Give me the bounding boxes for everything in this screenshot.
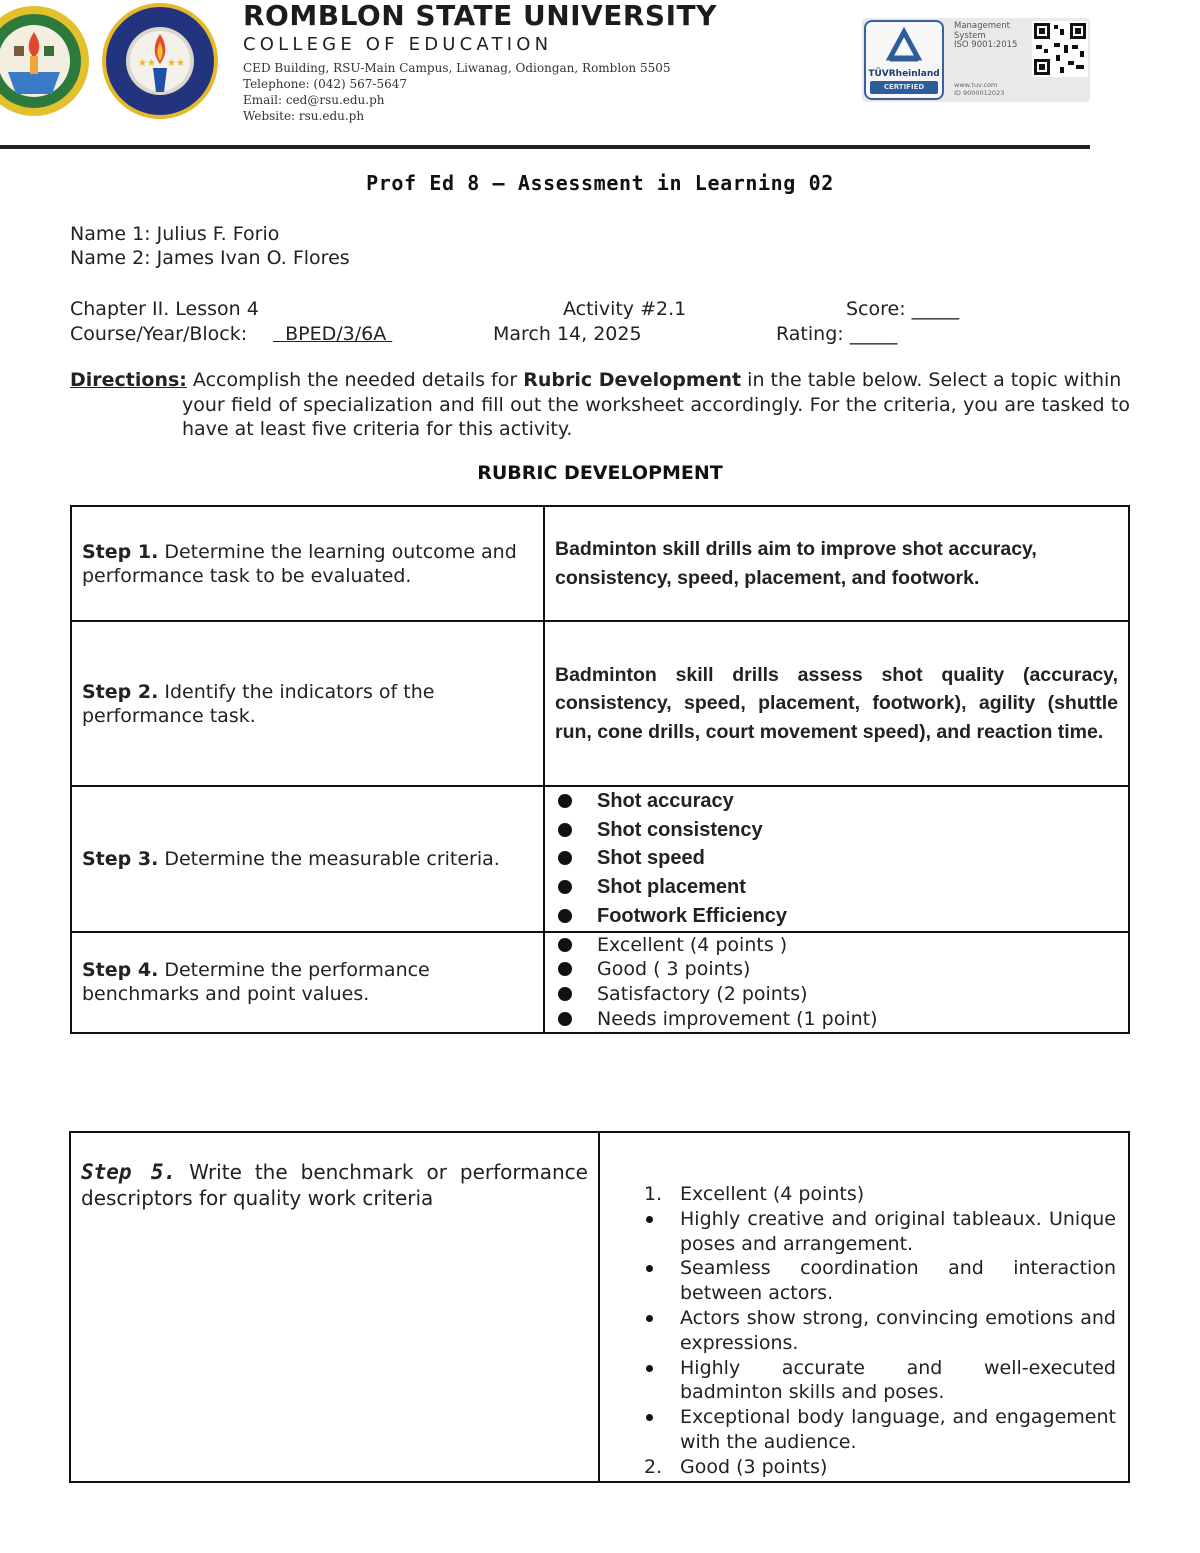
table-row bbox=[71, 932, 1129, 1033]
section-title: RUBRIC DEVELOPMENT bbox=[477, 462, 723, 484]
list-item: Footwork Efficiency bbox=[555, 902, 1118, 931]
svg-text:★★: ★★ bbox=[138, 58, 156, 69]
list-item: Excellent (4 points ) bbox=[555, 933, 1118, 958]
list-item: Exceptional body language, and engagement with the audience. bbox=[640, 1405, 1116, 1455]
list-item: Shot speed bbox=[555, 844, 1118, 873]
list-item: Shot accuracy bbox=[555, 787, 1118, 816]
list-item: Shot placement bbox=[555, 873, 1118, 902]
level-excellent: 1. Excellent (4 points) bbox=[644, 1183, 865, 1205]
certificate-id-text: www.tuv.com ID 9000012023 bbox=[954, 81, 1005, 97]
course-value: BPED/3/6A bbox=[285, 323, 387, 345]
table-row bbox=[70, 1132, 1129, 1482]
score-field: Score: _____ bbox=[846, 298, 960, 320]
step-5-cell: Step 5. Write the benchmark or performance descriptors for quality work criteria bbox=[70, 1132, 599, 1482]
activity-number: Activity #2.1 bbox=[563, 298, 687, 320]
step-2-cell: Step 2. Identify the indicators of the performance task. bbox=[71, 621, 544, 786]
certified-label: CERTIFIED bbox=[870, 81, 938, 94]
svg-text:★★: ★★ bbox=[167, 58, 185, 69]
list-item: Actors show strong, convincing emotions and expressions. bbox=[640, 1306, 1116, 1356]
management-system-text: Management System ISO 9001:2015 bbox=[954, 21, 1018, 50]
list-item: Highly accurate and well-executed badminton skills and poses. bbox=[640, 1356, 1116, 1406]
step-5-descriptors bbox=[599, 1132, 1129, 1482]
website: Website: rsu.edu.ph bbox=[243, 109, 365, 123]
college-name: COLLEGE OF EDUCATION bbox=[243, 34, 553, 55]
college-of-education-seal-logo bbox=[100, 2, 220, 120]
telephone: Telephone: (042) 567-5647 bbox=[243, 77, 408, 91]
rubric-table bbox=[70, 505, 1130, 1034]
list-item: Shot consistency bbox=[555, 816, 1118, 845]
tuv-rheinland-logo bbox=[864, 20, 944, 100]
iso-certification-badge bbox=[862, 18, 1090, 102]
table-row bbox=[71, 621, 1129, 786]
header-divider bbox=[0, 145, 1090, 149]
university-name: ROMBLON STATE UNIVERSITY bbox=[243, 0, 717, 32]
university-seal-logo bbox=[0, 2, 90, 120]
table-row bbox=[71, 786, 1129, 932]
step-3-cell: Step 3. Determine the measurable criteria. bbox=[71, 786, 544, 932]
letterhead bbox=[243, 0, 717, 124]
step-5-table bbox=[69, 1131, 1130, 1483]
list-item: Satisfactory (2 points) bbox=[555, 982, 1118, 1007]
email: Email: ced@rsu.edu.ph bbox=[243, 93, 385, 107]
list-item: Good ( 3 points) bbox=[555, 957, 1118, 982]
address: CED Building, RSU-Main Campus, Liwanag, Odiongan, Romblon 5505 bbox=[243, 61, 671, 75]
list-item: Seamless coordination and interaction between actors. bbox=[640, 1256, 1116, 1306]
step-4-benchmarks bbox=[544, 932, 1129, 1033]
level-good: 2. Good (3 points) bbox=[644, 1455, 828, 1478]
step-1-answer: Badminton skill drills aim to improve shot accuracy, consistency, speed, placement, and footwork. bbox=[544, 506, 1129, 621]
course-label: Course/Year/Block: bbox=[70, 323, 248, 345]
rating-field: Rating: _____ bbox=[776, 323, 898, 345]
date: March 14, 2025 bbox=[493, 323, 642, 345]
directions: Directions: Accomplish the needed details for Rubric Development in the table below. Select a topic within your field of specialization and fill out the worksheet accordingly. For the criteria, you are tasked to have at least five criteria for this activity. bbox=[70, 369, 1130, 440]
list-item: Highly creative and original tableaux. Unique poses and arrangement. bbox=[640, 1207, 1116, 1257]
document-title: Prof Ed 8 – Assessment in Learning 02 bbox=[366, 171, 834, 195]
table-row bbox=[71, 506, 1129, 621]
tuv-brand: TÜVRheinland bbox=[868, 69, 940, 79]
step-1-cell: Step 1. Determine the learning outcome and performance task to be evaluated. bbox=[71, 506, 544, 621]
directions-label: Directions: bbox=[70, 369, 187, 391]
step-4-cell: Step 4. Determine the performance benchmarks and point values. bbox=[71, 932, 544, 1033]
step-2-answer: Badminton skill drills assess shot quality (accuracy, consistency, speed, placement, footwork), agility (shuttle run, cone drills, court movement speed), and reaction time. bbox=[544, 621, 1129, 786]
list-item: Needs improvement (1 point) bbox=[555, 1007, 1118, 1032]
triangle-icon bbox=[866, 22, 942, 68]
step-3-criteria bbox=[544, 786, 1129, 932]
chapter-lesson: Chapter II. Lesson 4 bbox=[70, 298, 259, 320]
directions-text: your field of specialization and fill out the worksheet accordingly. For the criteria, you are tasked to have at least five criteria for this activity. bbox=[182, 393, 1130, 440]
qr-code-icon bbox=[1032, 21, 1088, 77]
name-1: Name 1: Julius F. Forio bbox=[70, 223, 280, 245]
name-2: Name 2: James Ivan O. Flores bbox=[70, 247, 350, 269]
